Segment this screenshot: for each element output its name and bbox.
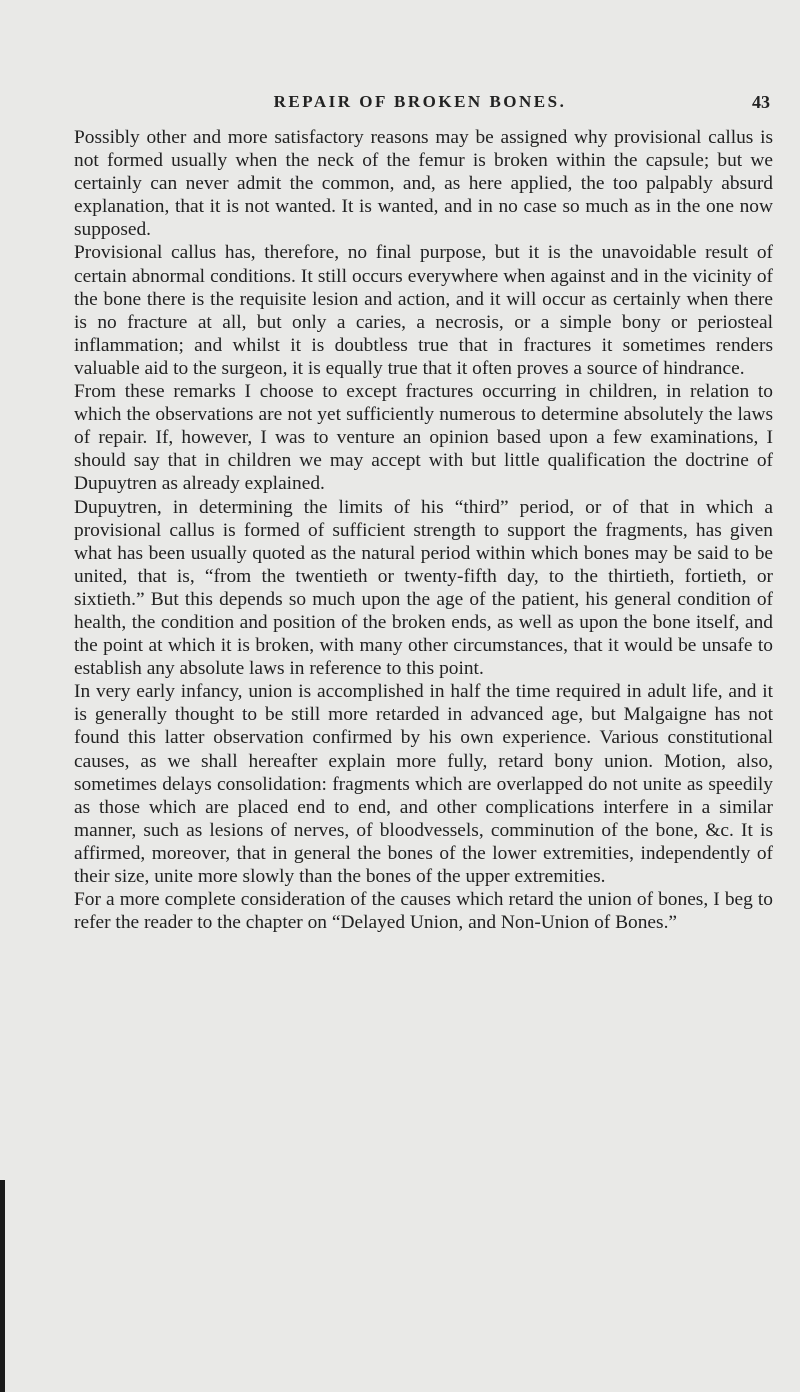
running-head bbox=[70, 92, 770, 120]
paragraph: In very early infancy, union is accomplished in half the time required in adult life, and it is generally thought to be still more retarded in advanced age, but Malgaigne has not found this latter observation confirmed by his own experience. Various constitutional causes, as we shall hereafter explain more fully, retard bony union. Motion, also, sometimes delays consolidation: fragments which are overlapped do not unite as speedily as those which are placed end to end, and other complications interfere in a similar manner, such as lesions of nerves, of bloodvessels, comminution of the bone, &c. It is affirmed, moreover, that in general the bones of the lower extremities, independently of their size, unite more slowly than the bones of the upper extremities. bbox=[74, 681, 773, 887]
paragraph: For a more complete consideration of the causes which retard the union of bones, I beg to refer the reader to the chapter on “Delayed Union, and Non-Union of Bones.” bbox=[74, 889, 773, 934]
paragraph: Dupuytren, in determining the limits of his “third” period, or of that in which a provisional callus is formed of sufficient strength to support the fragments, has given what has been usually quoted as the natural period within which bones may be said to be united, that is, “from the twentieth or twenty-fifth day, to the thirtieth, fortieth, or sixtieth.” But this depends so much upon the age of the patient, his general condition of health, the condition and position of the broken ends, as well as upon the bone itself, and the point at which it is broken, with many other circumstances, that it would be unsafe to establish any absolute laws in reference to this point. bbox=[74, 496, 773, 680]
page-number: 43 bbox=[752, 92, 770, 112]
paragraph: Provisional callus has, therefore, no final purpose, but it is the unavoidable result of certain abnormal conditions. It still occurs everywhere when against and in the vicinity of the bone there is the requisite lesion and action, and it will occur as certainly when there is no fracture at all, but only a caries, a necrosis, or a simple bony or periosteal inflammation; and whilst it is doubtless true that in fractures it sometimes renders valuable aid to the surgeon, it is equally true that it often proves a source of hindrance. bbox=[74, 242, 773, 379]
paragraph: Possibly other and more satisfactory reasons may be assigned why provisional callus is not formed usually when the neck of the femur is broken within the capsule; but we certainly can never admit the common, and, as here applied, the too palpably absurd explanation, that it is not wanted. It is wanted, and in no case so much as in the one now supposed. bbox=[74, 127, 773, 241]
body-text bbox=[74, 126, 773, 934]
running-title: REPAIR OF BROKEN BONES. bbox=[273, 92, 567, 111]
paragraph: From these remarks I choose to except fractures occurring in children, in relation to which the observations are not yet sufficiently numerous to determine absolutely the laws of repair. If, however, I was to venture an opinion based upon a few examinations, I should say that in children we may accept with but little qualification the doctrine of Dupuytren as already explained. bbox=[74, 381, 773, 495]
binding-edge-shadow bbox=[0, 1180, 5, 1392]
